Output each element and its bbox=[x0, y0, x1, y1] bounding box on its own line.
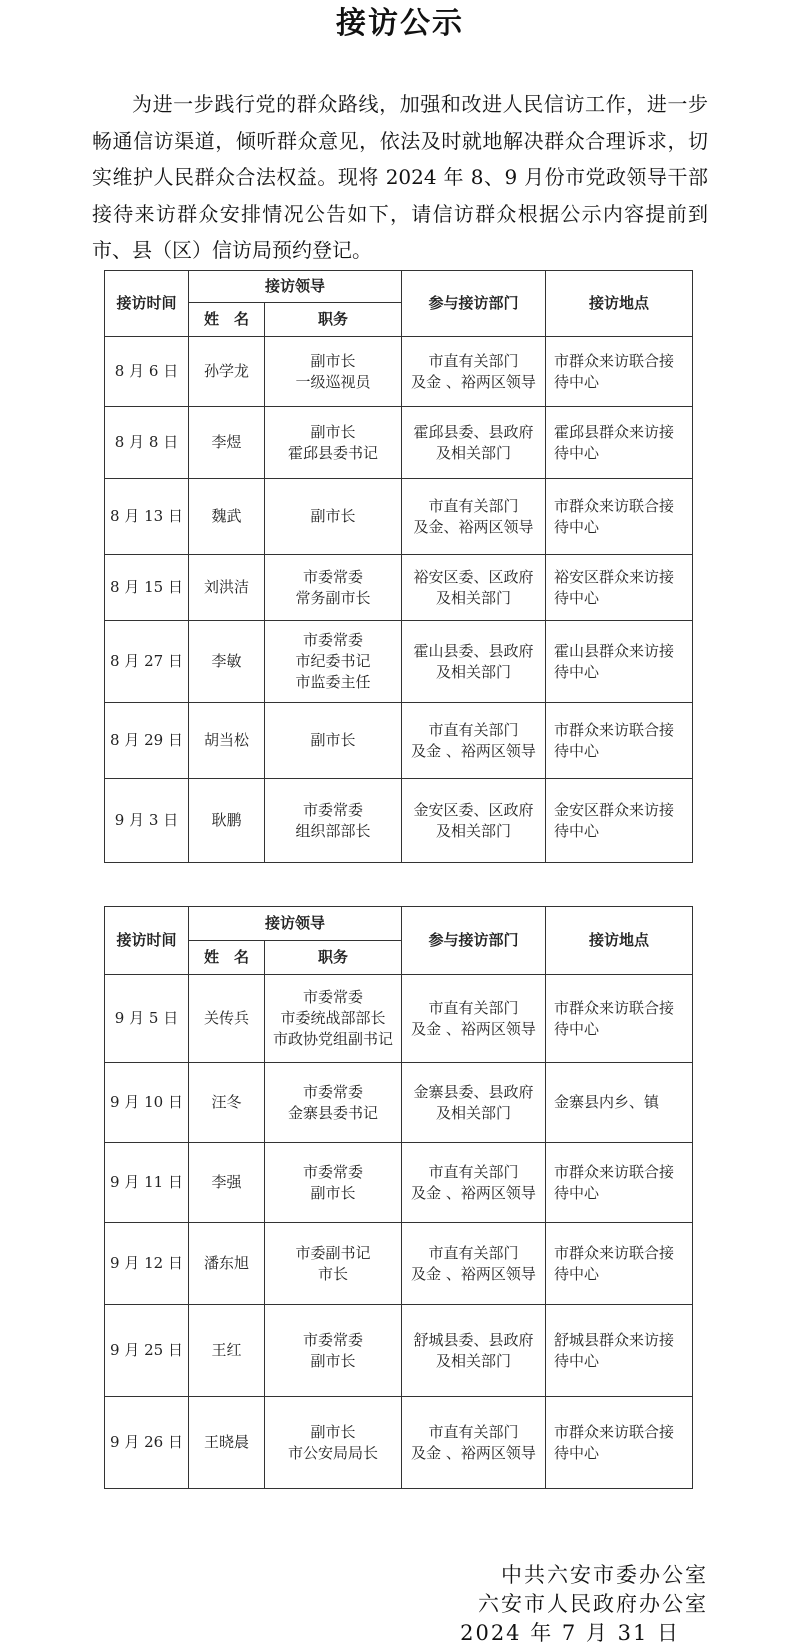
cell-dept-line: 裕安区委、区政府 bbox=[413, 567, 534, 586]
cell-dept-line: 及相关部门 bbox=[436, 662, 512, 681]
cell-post-line: 市委常委 bbox=[303, 988, 364, 1006]
table-row bbox=[105, 555, 693, 621]
header-time: 接访时间 bbox=[105, 271, 189, 337]
signature-org-party: 中共六安市委办公室 bbox=[501, 1563, 708, 1587]
table-row bbox=[105, 479, 693, 555]
cell-dept bbox=[402, 555, 546, 621]
cell-post-line: 市委副书记 bbox=[295, 1243, 371, 1262]
cell-post-line: 副市长 bbox=[310, 1422, 356, 1441]
cell-dept bbox=[402, 337, 546, 407]
cell-date: 8 月 6 日 bbox=[105, 337, 189, 407]
cell-date: 9 月 5 日 bbox=[105, 975, 189, 1063]
cell-post bbox=[265, 479, 402, 555]
table-row bbox=[105, 337, 693, 407]
cell-post bbox=[265, 555, 402, 621]
cell-dept-line: 及相关部门 bbox=[436, 443, 512, 462]
cell-place: 金寨县内乡、镇 bbox=[546, 1063, 693, 1143]
page-title: 接访公示 bbox=[336, 6, 464, 41]
cell-name: 汪冬 bbox=[189, 1063, 265, 1143]
table-row bbox=[105, 1143, 693, 1223]
cell-place: 霍山县群众来访接待中心 bbox=[546, 621, 693, 703]
cell-post-line: 市委常委 bbox=[303, 1082, 364, 1101]
cell-dept-line: 市直有关部门 bbox=[428, 1243, 519, 1262]
cell-dept bbox=[402, 407, 546, 479]
cell-post bbox=[265, 1063, 402, 1143]
cell-post-line: 一级巡视员 bbox=[295, 372, 371, 391]
cell-post bbox=[265, 1143, 402, 1223]
cell-dept-line: 市直有关部门 bbox=[428, 496, 519, 515]
cell-place: 市群众来访联合接待中心 bbox=[546, 1397, 693, 1489]
schedule-table-september bbox=[104, 906, 693, 1489]
cell-name: 魏武 bbox=[189, 479, 265, 555]
cell-place: 市群众来访联合接待中心 bbox=[546, 479, 693, 555]
cell-date: 9 月 3 日 bbox=[105, 779, 189, 863]
header-name: 姓 名 bbox=[189, 941, 265, 975]
cell-place: 霍邱县群众来访接待中心 bbox=[546, 407, 693, 479]
cell-dept-line: 金安区委、区政府 bbox=[413, 800, 534, 819]
cell-post-line: 常务副市长 bbox=[295, 588, 371, 607]
cell-dept-line: 及金 、裕两区领导 bbox=[411, 741, 536, 760]
cell-dept-line: 及金 、裕两区领导 bbox=[411, 1264, 536, 1283]
cell-post-line: 副市长 bbox=[310, 422, 356, 441]
cell-place: 市群众来访联合接待中心 bbox=[546, 975, 693, 1063]
cell-place: 市群众来访联合接待中心 bbox=[546, 703, 693, 779]
cell-dept bbox=[402, 621, 546, 703]
cell-dept bbox=[402, 1143, 546, 1223]
cell-name: 李敏 bbox=[189, 621, 265, 703]
cell-date: 8 月 8 日 bbox=[105, 407, 189, 479]
table-row bbox=[105, 1305, 693, 1397]
cell-post-line: 副市长 bbox=[310, 507, 356, 525]
cell-dept-line: 及金、裕两区领导 bbox=[413, 517, 534, 536]
intro-paragraph bbox=[92, 86, 708, 269]
cell-post-line: 市委常委 bbox=[303, 631, 364, 649]
table-row bbox=[105, 1223, 693, 1305]
cell-dept-line: 及相关部门 bbox=[436, 1103, 512, 1122]
cell-post-line: 市委统战部部长 bbox=[280, 1009, 386, 1027]
cell-post-line: 市监委主任 bbox=[295, 673, 371, 691]
header-leader: 接访领导 bbox=[189, 907, 402, 941]
cell-dept-line: 金寨县委、县政府 bbox=[413, 1082, 534, 1101]
cell-date: 9 月 12 日 bbox=[105, 1223, 189, 1305]
cell-place: 市群众来访联合接待中心 bbox=[546, 337, 693, 407]
cell-post-line: 金寨县委书记 bbox=[288, 1103, 379, 1122]
cell-date: 8 月 13 日 bbox=[105, 479, 189, 555]
header-time: 接访时间 bbox=[105, 907, 189, 975]
cell-name: 孙学龙 bbox=[189, 337, 265, 407]
header-place: 接访地点 bbox=[546, 271, 693, 337]
cell-place: 市群众来访联合接待中心 bbox=[546, 1143, 693, 1223]
cell-place: 舒城县群众来访接待中心 bbox=[546, 1305, 693, 1397]
cell-dept-line: 舒城县委、县政府 bbox=[413, 1330, 534, 1349]
cell-post-line: 组织部部长 bbox=[295, 821, 371, 840]
cell-name: 李强 bbox=[189, 1143, 265, 1223]
header-place: 接访地点 bbox=[546, 907, 693, 975]
cell-post bbox=[265, 1305, 402, 1397]
table-row bbox=[105, 779, 693, 863]
cell-post bbox=[265, 407, 402, 479]
table-row bbox=[105, 1063, 693, 1143]
cell-post bbox=[265, 1223, 402, 1305]
cell-name: 潘东旭 bbox=[189, 1223, 265, 1305]
cell-dept bbox=[402, 779, 546, 863]
cell-dept-line: 市直有关部门 bbox=[428, 351, 519, 370]
cell-date: 9 月 25 日 bbox=[105, 1305, 189, 1397]
cell-dept-line: 市直有关部门 bbox=[428, 720, 519, 739]
cell-date: 8 月 15 日 bbox=[105, 555, 189, 621]
cell-dept bbox=[402, 1305, 546, 1397]
header-dept: 参与接访部门 bbox=[402, 271, 546, 337]
header-name: 姓 名 bbox=[189, 303, 265, 337]
cell-dept bbox=[402, 1063, 546, 1143]
cell-post bbox=[265, 975, 402, 1063]
cell-name: 李煜 bbox=[189, 407, 265, 479]
cell-name: 关传兵 bbox=[189, 975, 265, 1063]
cell-dept-line: 及金 、裕两区领导 bbox=[411, 1183, 536, 1202]
cell-name: 耿鹏 bbox=[189, 779, 265, 863]
cell-post bbox=[265, 703, 402, 779]
cell-place: 金安区群众来访接待中心 bbox=[546, 779, 693, 863]
cell-post bbox=[265, 779, 402, 863]
cell-name: 胡当松 bbox=[189, 703, 265, 779]
cell-dept-line: 及相关部门 bbox=[436, 588, 512, 607]
header-post: 职务 bbox=[265, 303, 402, 337]
table-row bbox=[105, 1397, 693, 1489]
cell-post-line: 副市长 bbox=[310, 731, 356, 749]
schedule-table-august bbox=[104, 270, 693, 863]
cell-date: 8 月 27 日 bbox=[105, 621, 189, 703]
cell-dept bbox=[402, 1397, 546, 1489]
cell-dept-line: 及金 、裕两区领导 bbox=[411, 1019, 536, 1038]
cell-post-line: 市委常委 bbox=[303, 1330, 364, 1349]
cell-post bbox=[265, 1397, 402, 1489]
cell-dept-line: 市直有关部门 bbox=[428, 1162, 519, 1181]
cell-post-line: 市政协党组副书记 bbox=[273, 1030, 394, 1048]
cell-dept-line: 及相关部门 bbox=[436, 1351, 512, 1370]
cell-post-line: 副市长 bbox=[310, 1183, 356, 1202]
cell-dept bbox=[402, 479, 546, 555]
cell-post bbox=[265, 337, 402, 407]
cell-post-line: 副市长 bbox=[310, 1351, 356, 1370]
cell-name: 刘洪洁 bbox=[189, 555, 265, 621]
cell-dept-line: 霍山县委、县政府 bbox=[413, 641, 534, 660]
cell-dept-line: 及金 、裕两区领导 bbox=[411, 372, 536, 391]
cell-post-line: 市委常委 bbox=[303, 567, 364, 586]
cell-dept-line: 霍邱县委、县政府 bbox=[413, 422, 534, 441]
cell-place: 裕安区群众来访接待中心 bbox=[546, 555, 693, 621]
cell-post-line: 市委常委 bbox=[303, 1162, 364, 1181]
cell-post-line: 市长 bbox=[318, 1264, 349, 1283]
intro-text: 为进一步践行党的群众路线，加强和改进人民信访工作，进一步畅通信访渠道，倾听群众意见，依法及时就地解决群众合理诉求，切实维护人民群众合法权益。现将 2024 年 8、9 月份市党政领导干部接待来访群众安排情况公告如下，请信访群众根据公示内容提前到市、县（区）信访局预约登记。 bbox=[92, 92, 708, 262]
cell-name: 王红 bbox=[189, 1305, 265, 1397]
signature-org-government: 六安市人民政府办公室 bbox=[478, 1592, 708, 1616]
cell-dept-line: 及相关部门 bbox=[436, 821, 512, 840]
cell-post-line: 市委常委 bbox=[303, 800, 364, 819]
table-row bbox=[105, 975, 693, 1063]
cell-place: 市群众来访联合接待中心 bbox=[546, 1223, 693, 1305]
cell-dept-line: 及金 、裕两区领导 bbox=[411, 1443, 536, 1462]
cell-post-line: 市公安局局长 bbox=[288, 1443, 379, 1462]
cell-name: 王晓晨 bbox=[189, 1397, 265, 1489]
cell-dept-line: 市直有关部门 bbox=[428, 1422, 519, 1441]
cell-date: 9 月 26 日 bbox=[105, 1397, 189, 1489]
cell-date: 9 月 10 日 bbox=[105, 1063, 189, 1143]
table-row bbox=[105, 703, 693, 779]
header-leader: 接访领导 bbox=[189, 271, 402, 303]
cell-post-line: 霍邱县委书记 bbox=[288, 443, 379, 462]
cell-date: 9 月 11 日 bbox=[105, 1143, 189, 1223]
header-dept: 参与接访部门 bbox=[402, 907, 546, 975]
cell-dept bbox=[402, 703, 546, 779]
header-post: 职务 bbox=[265, 941, 402, 975]
table-row bbox=[105, 407, 693, 479]
cell-post-line: 副市长 bbox=[310, 351, 356, 370]
cell-dept bbox=[402, 975, 546, 1063]
cell-date: 8 月 29 日 bbox=[105, 703, 189, 779]
signature-date: 2024 年 7 月 31 日 bbox=[460, 1621, 680, 1645]
cell-post-line: 市纪委书记 bbox=[295, 652, 371, 670]
cell-dept-line: 市直有关部门 bbox=[428, 998, 519, 1017]
cell-dept bbox=[402, 1223, 546, 1305]
cell-post bbox=[265, 621, 402, 703]
table-row bbox=[105, 621, 693, 703]
